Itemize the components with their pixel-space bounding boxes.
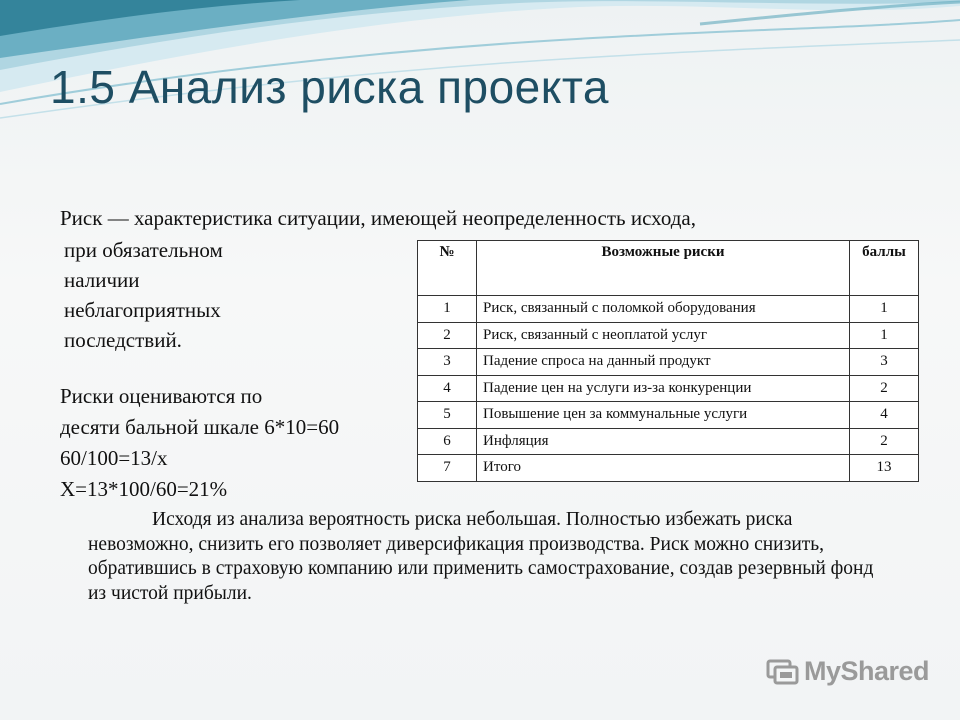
- calc-line: 60/100=13/x: [60, 446, 168, 470]
- row-number: 7: [418, 455, 477, 482]
- row-number: 5: [418, 402, 477, 429]
- row-risk: Падение спроса на данный продукт: [477, 349, 850, 376]
- table-row: [418, 375, 919, 402]
- risk-table: [417, 240, 919, 482]
- logo-text: MyShared: [804, 656, 930, 686]
- table-row: [418, 402, 919, 429]
- row-number: 3: [418, 349, 477, 376]
- row-score: 2: [850, 375, 919, 402]
- conclusion-text: Исходя из анализа вероятность риска небольшая. Полностью избежать риска невозможно, снизить его позволяет диверсификация производства. Риск можно снизить, обратившись в страховую компанию или применить самострахование, создав резервный фонд из чистой прибыли.: [88, 509, 874, 604]
- table-row: [418, 296, 919, 323]
- myshared-logo[interactable]: [766, 656, 929, 687]
- definition-line: Риск — характеристика ситуации, имеющей неопределенность исхода,: [60, 206, 696, 230]
- calc-line: Риски оцениваются по: [60, 384, 263, 408]
- row-risk: Инфляция: [477, 428, 850, 455]
- row-risk: Итого: [477, 455, 850, 482]
- row-number: 6: [418, 428, 477, 455]
- row-risk: Повышение цен за коммунальные услуги: [477, 402, 850, 429]
- table-row: [418, 428, 919, 455]
- row-score: 1: [850, 296, 919, 323]
- row-number: 1: [418, 296, 477, 323]
- definition-line: неблагоприятных: [64, 298, 221, 322]
- column-header-number: №: [418, 241, 477, 296]
- row-risk: Риск, связанный с неоплатой услуг: [477, 322, 850, 349]
- row-risk: Риск, связанный с поломкой оборудования: [477, 296, 850, 323]
- row-score: 3: [850, 349, 919, 376]
- row-score: 2: [850, 428, 919, 455]
- definition-line: последствий.: [64, 328, 182, 352]
- calc-line: X=13*100/60=21%: [60, 477, 228, 501]
- column-header-risks: Возможные риски: [477, 241, 850, 296]
- table-row: [418, 349, 919, 376]
- row-number: 2: [418, 322, 477, 349]
- row-score: 1: [850, 322, 919, 349]
- myshared-logo-icon: [766, 657, 800, 687]
- definition-line: при обязательном: [64, 238, 223, 262]
- definition-line: наличии: [64, 268, 140, 292]
- row-score: 13: [850, 455, 919, 482]
- column-header-score: баллы: [850, 241, 919, 296]
- table-row: [418, 455, 919, 482]
- calc-line: десяти бальной шкале 6*10=60: [60, 415, 340, 439]
- row-number: 4: [418, 375, 477, 402]
- row-score: 4: [850, 402, 919, 429]
- page-title: 1.5 Анализ риска проекта: [50, 61, 610, 113]
- table-header-row: [418, 241, 919, 296]
- table-row: [418, 322, 919, 349]
- row-risk: Падение цен на услуги из-за конкуренции: [477, 375, 850, 402]
